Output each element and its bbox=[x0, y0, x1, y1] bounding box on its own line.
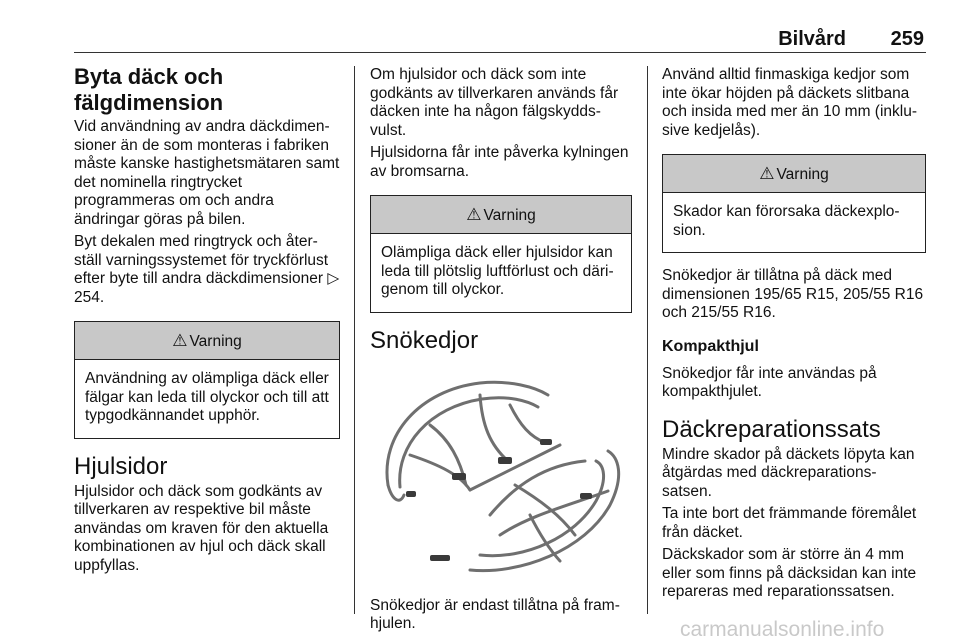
warning-triangle-icon: ⚠ bbox=[759, 164, 775, 183]
page-header bbox=[74, 28, 926, 52]
paragraph: Vid användning av andra däckdimen-sioner än de som monteras i fabriken måste kanske hastighetsmätaren samt det nominella ringtrycket programmeras om och andra ändringar göras på bilen. bbox=[74, 118, 340, 228]
warning-text: Användning av olämpliga däck eller fälgar kan leda till olyckor och till att typgodkännandet upphör. bbox=[85, 370, 329, 424]
column-divider-2 bbox=[647, 66, 648, 614]
paragraph: Däckskador som är större än 4 mm eller som finns på däcksidan kan inte repareras med reparationssatsen. bbox=[662, 546, 917, 600]
snow-chains-illustration bbox=[370, 365, 632, 580]
illustration-caption: Snökedjor är endast tillåtna på fram-hjulen. bbox=[370, 596, 620, 632]
section-title: Bilvård bbox=[778, 28, 846, 50]
header-divider bbox=[74, 52, 926, 53]
warning-header: ⚠ Varning bbox=[663, 155, 925, 193]
warning-text: Olämpliga däck eller hjulsidor kan leda till plötslig luftförlust och däri-genom till olyckor. bbox=[381, 244, 614, 298]
page-number: 259 bbox=[890, 28, 924, 50]
heading-compact-wheel: Kompakthjul bbox=[662, 337, 759, 355]
warning-triangle-icon: ⚠ bbox=[466, 205, 482, 224]
warning-box bbox=[662, 154, 926, 253]
heading-tire-size: Byta däck och fälgdimension bbox=[74, 64, 224, 115]
warning-box bbox=[370, 195, 632, 313]
heading-tire-repair-kit: Däckreparationssats bbox=[662, 415, 881, 443]
heading-wheel-covers: Hjulsidor bbox=[74, 452, 168, 480]
paragraph: Hjulsidorna får inte påverka kylningen av bromsarna. bbox=[370, 144, 629, 180]
column-1 bbox=[74, 64, 340, 575]
column-divider-1 bbox=[354, 66, 355, 614]
page-reference: 254. bbox=[74, 288, 105, 306]
paragraph: Använd alltid finmaskiga kedjor som inte ökar höjden på däckets slitbana och insida med mer än 10 mm (inklu-sive kedjelås). bbox=[662, 66, 917, 139]
column-2 bbox=[370, 64, 632, 634]
watermark: carmanualsonline.info bbox=[680, 618, 885, 641]
reference-arrow-icon: ▷ bbox=[327, 270, 340, 287]
paragraph: Om hjulsidor och däck som inte godkänts av tillverkaren används får däcken inte ha någon fälgskydds-vulst. bbox=[370, 66, 619, 139]
warning-text: Skador kan förorsaka däckexplo-sion. bbox=[673, 203, 900, 239]
warning-header: ⚠ Varning bbox=[75, 322, 339, 360]
paragraph: Byt dekalen med ringtryck och åter-ställ varningssystemet för tryckförlust efter byte till andra däckdimensioner ▷ 254. bbox=[74, 233, 340, 306]
warning-header: ⚠ Varning bbox=[371, 196, 631, 234]
paragraph: Ta inte bort det främmande föremålet från däcket. bbox=[662, 505, 917, 541]
column-3 bbox=[662, 64, 926, 602]
paragraph: Snökedjor är tillåtna på däck med dimensionen 195/65 R15, 205/55 R16 och 215/55 R16. bbox=[662, 267, 924, 321]
paragraph: Hjulsidor och däck som godkänts av tillverkaren av respektive bil måste användas om kraven för den aktuella kombinationen av hjul och däck skall uppfyllas. bbox=[74, 482, 329, 574]
paragraph: Snökedjor får inte användas på kompakthjulet. bbox=[662, 364, 877, 400]
warning-box bbox=[74, 321, 340, 439]
paragraph: Mindre skador på däckets löpyta kan åtgärdas med däckreparations-satsen. bbox=[662, 445, 915, 500]
warning-triangle-icon: ⚠ bbox=[172, 331, 188, 350]
heading-snow-chains: Snökedjor bbox=[370, 326, 479, 354]
